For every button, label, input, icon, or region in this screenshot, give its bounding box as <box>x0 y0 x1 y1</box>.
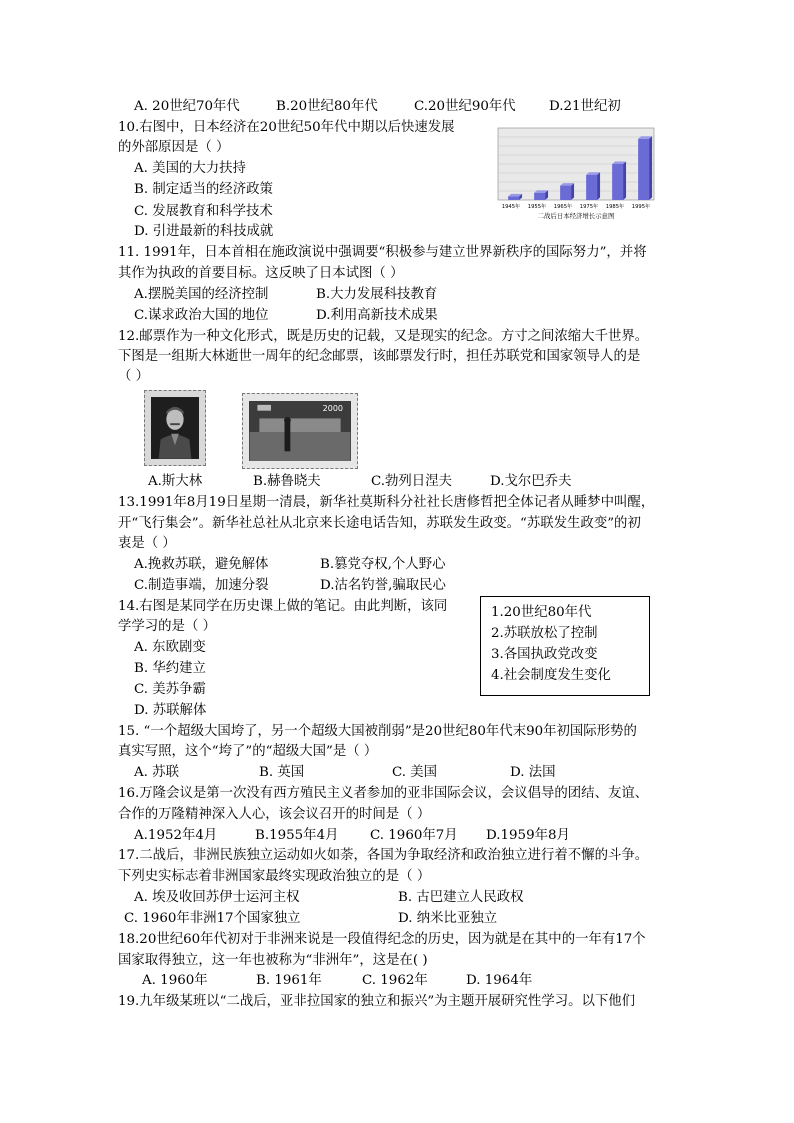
q18-stem-line2: 国家取得独立，这一年也被称为“非洲年”，这是在( ) <box>118 953 428 968</box>
q13-stem-line2: 开“飞行集会”。新华社总社从北京来长途电话告知，苏联发生政变。“苏联发生政变”的初 <box>118 516 641 531</box>
q13-stem-line3: 衷是（ ） <box>118 536 176 551</box>
q14-option-c: C. 美苏争霸 <box>134 682 206 697</box>
q15-option-c: C. 美国 <box>392 765 438 780</box>
q14-option-a: A. 东欧剧变 <box>134 640 206 655</box>
q12-option-a: A.斯大林 <box>148 474 203 489</box>
bar-1985年 <box>612 164 623 200</box>
note-item: 1.20世纪80年代 <box>491 605 592 620</box>
q16-stem-line1: 16.万隆会议是第一次没有西方殖民主义者参加的亚非国际会议，会议倡导的团结、友谊、 <box>118 786 649 801</box>
q9-option-a: A. 20世纪70年代 <box>134 99 240 114</box>
q14-stem-line1: 14.右图是某同学在历史课上做的笔记。由此判断，该同 <box>118 599 448 614</box>
q14-option-b: B. 华约建立 <box>134 661 206 676</box>
bar-1995年 <box>638 139 649 200</box>
bar-side <box>571 183 574 200</box>
x-tick-label: 1985年 <box>605 204 625 210</box>
q17-option-b: B. 古巴建立人民政权 <box>398 890 524 905</box>
portrait-icon <box>151 397 199 459</box>
commemorative-stamp <box>242 393 358 469</box>
q17-option-c: C. 1960年非洲17个国家独立 <box>124 911 301 926</box>
q17-stem-line2: 下列史实标志着非洲国家最终实现政治独立的是（ ） <box>118 869 431 884</box>
q12-stem-line3: （ ） <box>118 369 150 384</box>
x-tick-label: 1945年 <box>501 204 521 210</box>
bar-side <box>649 136 652 200</box>
q9-option-d: D.21世纪初 <box>549 99 621 114</box>
q13-option-d: D.沽名钓誉,骗取民心 <box>320 578 446 593</box>
q12-option-c: C.勃列日涅夫 <box>371 474 452 489</box>
q14-option-d: D. 苏联解体 <box>134 703 207 718</box>
chart-title: 二战后日本经济增长示意图 <box>537 212 615 220</box>
q18-stem-line1: 18.20世纪60年代初对于非洲来说是一段值得纪念的历史，因为就是在其中的一年有17个 <box>118 932 646 947</box>
q18-option-a: A. 1960年 <box>142 973 208 988</box>
bar-1965年 <box>560 186 571 200</box>
x-tick-label: 1955年 <box>527 204 547 210</box>
note-item: 2.苏联放松了控制 <box>491 626 598 641</box>
q19-stem-line1: 19.九年级某班以“二战后，亚非拉国家的独立和振兴”为主题开展研究性学习。以下他们 <box>118 994 636 1009</box>
bar-side <box>623 162 626 201</box>
q18-option-d: D. 1964年 <box>466 973 533 988</box>
q16-stem-line2: 合作的万隆精神深入人心，该会议召开的时间是（ ） <box>118 807 431 822</box>
q11-option-c: C.谋求政治大国的地位 <box>134 308 269 323</box>
q9-option-b: B.20世纪80年代 <box>276 99 378 114</box>
q16-option-d: D.1959年8月 <box>486 828 570 843</box>
q12-stem-line2: 下图是一组斯大林逝世一周年的纪念邮票，该邮票发行时，担任苏联党和国家领导人的是 <box>118 349 641 364</box>
q13-option-b: B.篡党夺权,个人野心 <box>320 557 446 572</box>
q12-option-d: D.戈尔巴乔夫 <box>490 474 572 489</box>
bar-1945年 <box>508 196 519 200</box>
x-tick-label: 1995年 <box>631 204 651 210</box>
q13-stem-line1: 13.1991年8月19日星期一清晨，新华社莫斯科分社社长唐修哲把全体记者从睡梦中叫醒， <box>118 495 655 510</box>
q11-stem-line2: 其作为执政的首要目标。这反映了日本试图（ ） <box>118 266 404 281</box>
q13-option-c: C.制造事端，加速分裂 <box>134 578 269 593</box>
q13-option-a: A.挽救苏联，避免解体 <box>134 557 269 572</box>
q16-option-c: C. 1960年7月 <box>370 828 458 843</box>
q10-stem-line1: 10.右图中，日本经济在20世纪50年代中期以后快速发展 <box>118 120 455 135</box>
q10-stem-line2: 的外部原因是（ ） <box>118 140 230 155</box>
q10-option-a: A. 美国的大力扶持 <box>134 161 246 176</box>
q11-option-b: B.大力发展科技教育 <box>316 287 438 302</box>
q16-option-b: B.1955年4月 <box>255 828 339 843</box>
q15-stem-line1: 15. “一个超级大国垮了，另一个超级大国被削弱”是20世纪80年代末90年初国际形势的 <box>118 724 637 739</box>
bar-1955年 <box>534 193 545 200</box>
q17-option-a: A. 埃及收回苏伊士运河主权 <box>134 890 300 905</box>
q9-option-c: C.20世纪90年代 <box>414 99 516 114</box>
class-notes-box <box>480 596 650 696</box>
q10-option-b: B. 制定适当的经济政策 <box>134 182 273 197</box>
q12-option-b: B.赫鲁晓夫 <box>253 474 321 489</box>
q10-option-c: C. 发展教育和科学技术 <box>134 204 273 219</box>
stalin-portrait-stamp <box>144 390 206 466</box>
note-item: 3.各国执政党改变 <box>491 647 598 662</box>
x-tick-label: 1975年 <box>579 204 599 210</box>
q15-option-a: A. 苏联 <box>134 765 179 780</box>
q15-stem-line2: 真实写照，这个“垮了”的“超级大国”是（ ） <box>118 744 378 759</box>
bar-1975年 <box>586 175 597 200</box>
q16-option-a: A.1952年4月 <box>134 828 218 843</box>
japan-economy-bar-chart <box>490 122 660 226</box>
q18-option-b: B. 1961年 <box>256 973 322 988</box>
q11-option-a: A.摆脱美国的经济控制 <box>134 287 269 302</box>
bar-side <box>597 172 600 200</box>
q12-stem-line1: 12.邮票作为一种文化形式，既是历史的记载，又是现实的纪念。方寸之间浓缩大千世界。 <box>118 329 649 344</box>
q11-stem-line1: 11. 1991年，日本首相在施政演说中强调要“积极参与建立世界新秩序的国际努力”，并将 <box>118 245 647 260</box>
q10-option-d: D. 引进最新的科技成就 <box>134 224 274 239</box>
q17-option-d: D. 纳米比亚独立 <box>398 911 498 926</box>
note-item: 4.社会制度发生变化 <box>491 668 611 683</box>
q11-option-d: D.利用高新技术成果 <box>316 308 438 323</box>
q14-stem-line2: 学学习的是（ ） <box>118 619 216 634</box>
q18-option-c: C. 1962年 <box>362 973 428 988</box>
stamp-value: 2000 <box>322 404 343 413</box>
q17-stem-line1: 17.二战后，非洲民族独立运动如火如荼，各国为争取经济和政治独立进行着不懈的斗争。 <box>118 848 649 863</box>
q15-option-d: D. 法国 <box>510 765 556 780</box>
q15-option-b: B. 英国 <box>259 765 305 780</box>
x-tick-label: 1965年 <box>553 204 573 210</box>
